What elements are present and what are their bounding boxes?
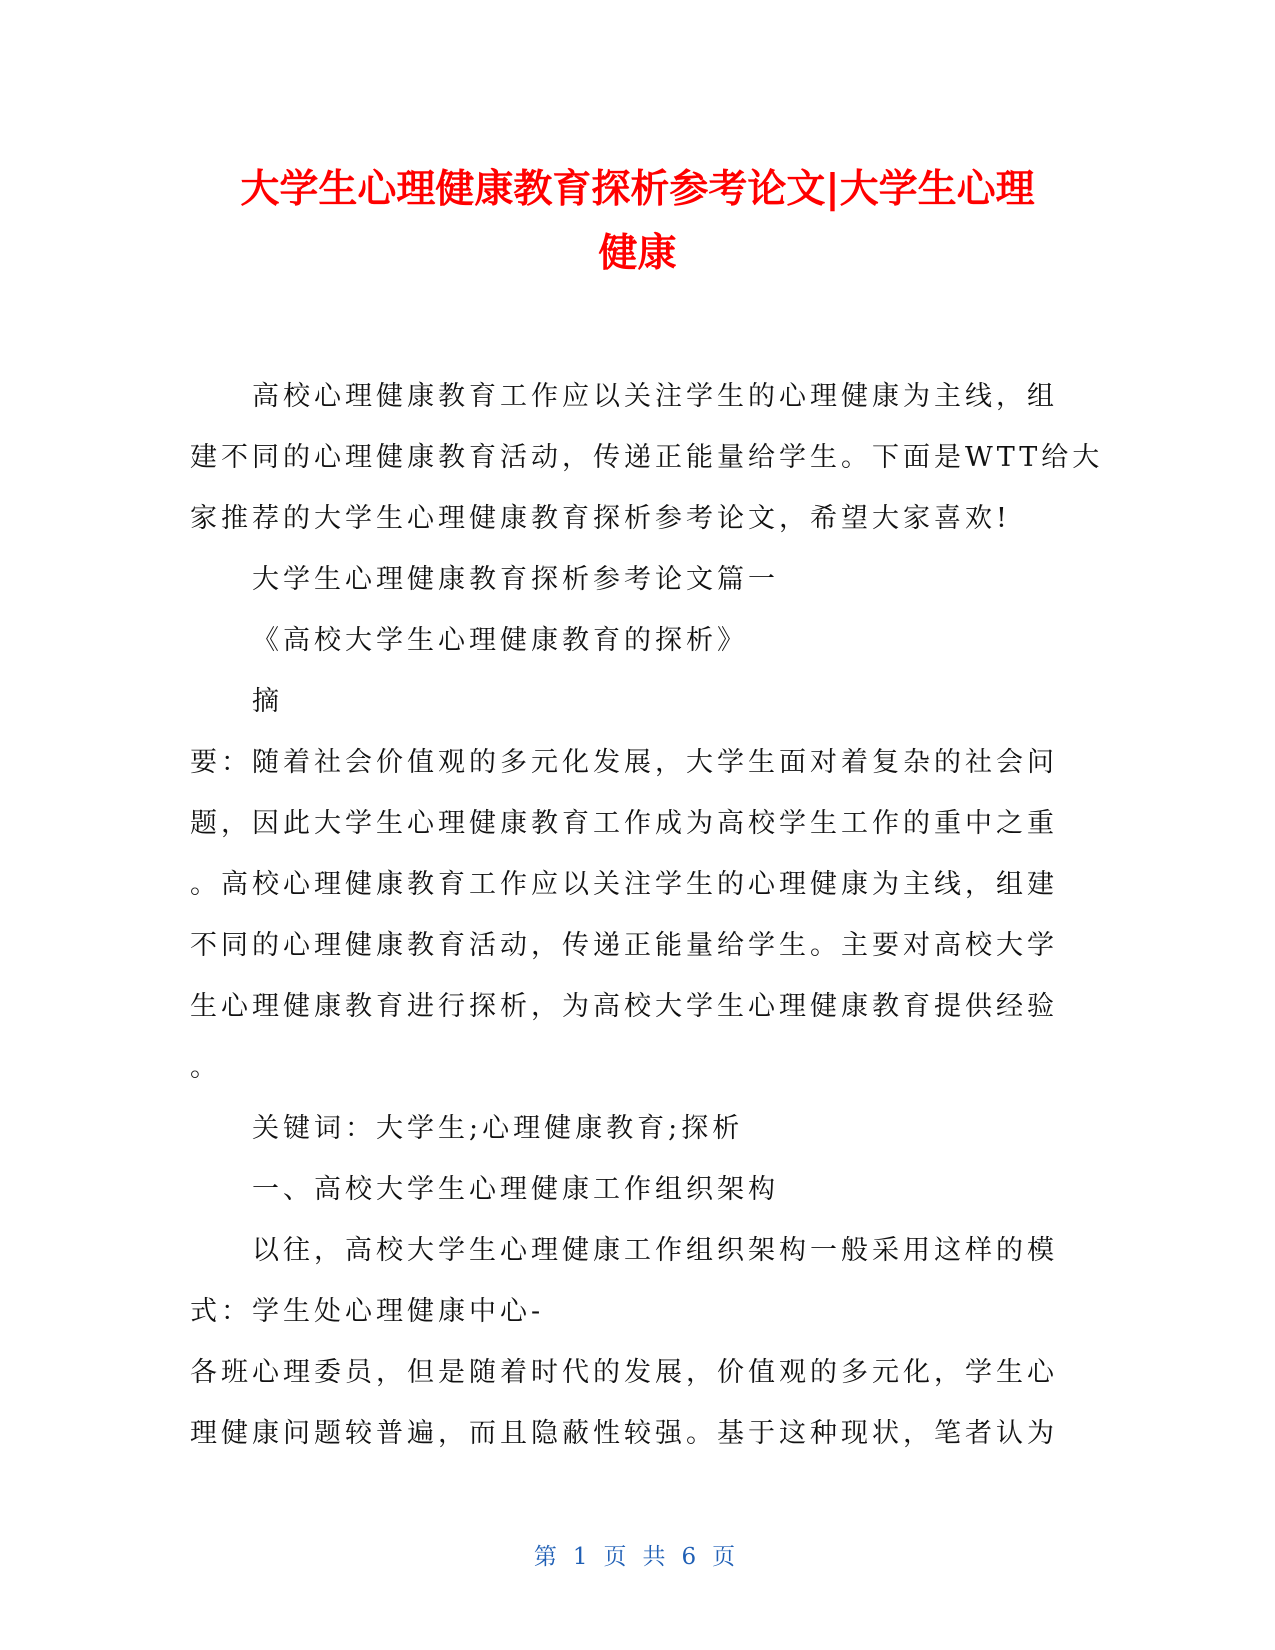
- abstract-line: 不同的心理健康教育活动，传递正能量给学生。主要对高校大学: [190, 930, 1058, 961]
- body-line: 各班心理委员，但是随着时代的发展，价值观的多元化，学生心: [190, 1357, 1058, 1388]
- abstract-line: 要：随着社会价值观的多元化发展，大学生面对着复杂的社会问: [190, 747, 1058, 778]
- body-line: 理健康问题较普遍，而且隐蔽性较强。基于这种现状，笔者认为: [190, 1418, 1058, 1449]
- title-line-2: 健康: [598, 231, 677, 276]
- footer-page-number: 1: [572, 1544, 594, 1570]
- footer-ye: 页: [603, 1544, 633, 1570]
- keywords: 关键词：大学生;心理健康教育;探析: [252, 1113, 744, 1144]
- abstract-line: 题，因此大学生心理健康教育工作成为高校学生工作的重中之重: [190, 808, 1058, 839]
- document-body: [190, 366, 1104, 1464]
- intro-line: 高校心理健康教育工作应以关注学生的心理健康为主线，组: [252, 381, 1058, 412]
- paper-title: 《高校大学生心理健康教育的探析》: [252, 625, 748, 656]
- heading-1: 一、高校大学生心理健康工作组织架构: [252, 1174, 779, 1205]
- body-line: 以往，高校大学生心理健康工作组织架构一般采用这样的模: [252, 1235, 1058, 1266]
- abstract-label: 摘: [252, 686, 283, 717]
- footer-gong: 共: [642, 1544, 672, 1570]
- page-footer: [0, 1538, 1275, 1571]
- title-line-1: 大学生心理健康教育探析参考论文|大学生心理: [240, 167, 1035, 212]
- body-paragraph: [190, 1220, 1075, 1464]
- footer-di: 第: [533, 1544, 563, 1570]
- footer-total-pages: 6: [681, 1544, 703, 1570]
- abstract-paragraph: [190, 732, 1075, 1098]
- intro-line: 建不同的心理健康教育活动，传递正能量给学生。下面是WTT给大: [190, 442, 1104, 473]
- abstract-line: 。: [190, 1052, 221, 1083]
- section-title: 大学生心理健康教育探析参考论文篇一: [252, 564, 779, 595]
- document-title: [160, 158, 1115, 286]
- abstract-line: 。高校心理健康教育工作应以关注学生的心理健康为主线，组建: [190, 869, 1058, 900]
- intro-paragraph: [190, 366, 1104, 549]
- intro-line: 家推荐的大学生心理健康教育探析参考论文，希望大家喜欢!: [190, 503, 1011, 534]
- abstract-line: 生心理健康教育进行探析，为高校大学生心理健康教育提供经验: [190, 991, 1058, 1022]
- footer-ye-2: 页: [712, 1544, 742, 1570]
- body-line: 式：学生处心理健康中心-: [190, 1296, 545, 1327]
